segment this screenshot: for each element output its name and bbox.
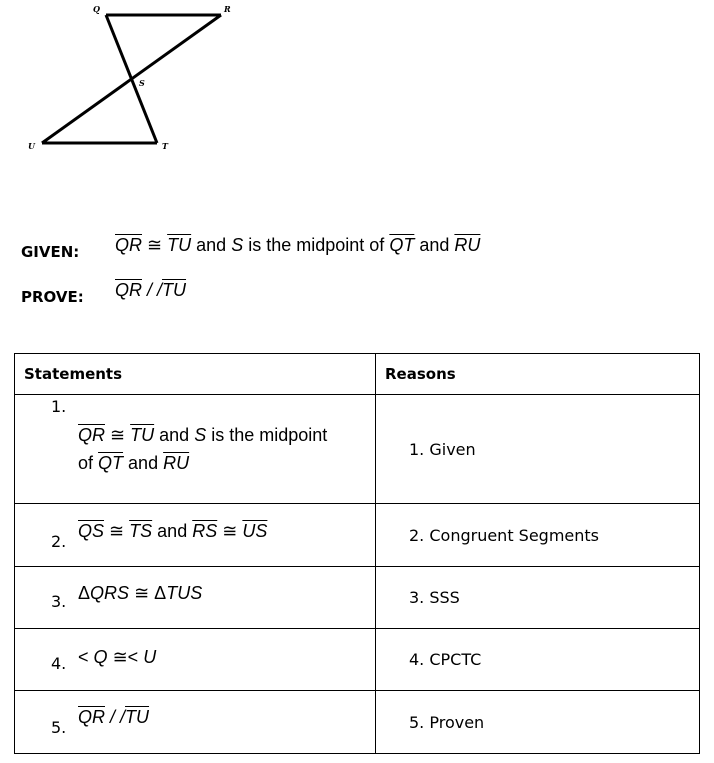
s2-seg-rs: $\overline{RS}$ bbox=[192, 521, 218, 541]
reason-1: 1. Given bbox=[376, 395, 700, 504]
table-row bbox=[15, 567, 700, 629]
s2-congruent-2: ≅ bbox=[222, 521, 238, 541]
statement-5-number: 5. bbox=[51, 718, 67, 737]
s1-and-2: and bbox=[128, 453, 159, 473]
s1-point-s: S bbox=[194, 425, 207, 445]
statement-1 bbox=[15, 395, 376, 504]
given-seg-qt: $\overline{QT}$ bbox=[389, 235, 415, 255]
statement-3-number: 3. bbox=[51, 592, 67, 611]
segment-ru bbox=[42, 15, 221, 143]
statement-2 bbox=[15, 504, 376, 567]
s3-triangle-symbol-2: Δ bbox=[154, 583, 167, 603]
table-row bbox=[15, 691, 700, 754]
s1-congruent: ≅ bbox=[110, 425, 126, 445]
statement-3-expression bbox=[78, 583, 202, 604]
s5-seg-qr: $\overline{QR}$ bbox=[78, 707, 105, 727]
proof-table bbox=[14, 353, 700, 754]
s2-seg-qs: $\overline{QS}$ bbox=[78, 521, 105, 541]
vertex-label-r: R bbox=[224, 4, 231, 14]
statement-2-number: 2. bbox=[51, 532, 67, 551]
given-congruent: ≅ bbox=[147, 235, 163, 255]
statement-5 bbox=[15, 691, 376, 754]
s1-seg-tu: $\overline{TU}$ bbox=[130, 425, 155, 445]
header-reasons: Reasons bbox=[376, 354, 700, 395]
reason-2: 2. Congruent Segments bbox=[376, 504, 700, 567]
prove-statement bbox=[115, 280, 186, 301]
s3-triangle-symbol-1: Δ bbox=[78, 583, 91, 603]
statement-1-line-1 bbox=[78, 425, 327, 446]
s4-angle-q: Q bbox=[93, 647, 108, 667]
prove-label: PROVE: bbox=[21, 288, 84, 306]
statement-2-expression bbox=[78, 521, 267, 542]
s4-angle-symbol-2: < bbox=[127, 647, 139, 667]
s2-congruent-1: ≅ bbox=[109, 521, 125, 541]
header-statements: Statements bbox=[15, 354, 376, 395]
table-header-row bbox=[15, 354, 700, 395]
table-row bbox=[15, 504, 700, 567]
s3-congruent: ≅ bbox=[134, 583, 150, 603]
vertex-label-s: S bbox=[139, 78, 145, 88]
s2-and: and bbox=[157, 521, 188, 541]
prove-parallel: / / bbox=[147, 280, 163, 300]
s3-triangle-tus: TUS bbox=[166, 583, 203, 603]
s5-seg-tu: $\overline{TU}$ bbox=[125, 707, 150, 727]
s2-seg-us: $\overline{US}$ bbox=[242, 521, 268, 541]
s2-seg-ts: $\overline{TS}$ bbox=[129, 521, 153, 541]
table-row bbox=[15, 395, 700, 504]
given-label: GIVEN: bbox=[21, 243, 80, 261]
statement-5-expression bbox=[78, 707, 149, 728]
s1-and-1: and bbox=[159, 425, 190, 445]
prove-seg-tu: $\overline{TU}$ bbox=[162, 280, 187, 300]
table-row bbox=[15, 629, 700, 691]
given-point-s: S bbox=[231, 235, 244, 255]
vertex-label-u: U bbox=[28, 141, 35, 151]
s4-congruent: ≅ bbox=[112, 647, 128, 667]
s5-parallel: / / bbox=[110, 707, 126, 727]
statement-4 bbox=[15, 629, 376, 691]
given-midpoint-text: is the midpoint of bbox=[248, 235, 385, 255]
prove-row bbox=[21, 280, 187, 309]
vertex-label-q: Q bbox=[93, 4, 100, 14]
given-seg-tu: $\overline{TU}$ bbox=[167, 235, 192, 255]
statement-4-number: 4. bbox=[51, 654, 67, 673]
given-seg-ru: $\overline{RU}$ bbox=[454, 235, 481, 255]
prove-seg-qr: $\overline{QR}$ bbox=[115, 280, 142, 300]
statement-3 bbox=[15, 567, 376, 629]
given-and-2: and bbox=[419, 235, 450, 255]
statement-1-number: 1. bbox=[51, 397, 67, 416]
s1-seg-qt: $\overline{QT}$ bbox=[98, 453, 124, 473]
reason-3: 3. SSS bbox=[376, 567, 700, 629]
given-seg-qr: $\overline{QR}$ bbox=[115, 235, 142, 255]
statement-4-expression bbox=[78, 647, 156, 668]
reason-5: 5. Proven bbox=[376, 691, 700, 754]
given-row bbox=[21, 235, 481, 264]
s1-seg-qr: $\overline{QR}$ bbox=[78, 425, 105, 445]
given-and-1: and bbox=[196, 235, 227, 255]
s3-triangle-qrs: QRS bbox=[90, 583, 130, 603]
s1-seg-ru: $\overline{RU}$ bbox=[163, 453, 190, 473]
statement-1-line-2 bbox=[78, 453, 189, 474]
bowtie-figure bbox=[0, 0, 260, 170]
given-statement bbox=[115, 235, 480, 256]
s1-of: of bbox=[78, 453, 94, 473]
vertex-label-t: T bbox=[162, 141, 168, 151]
reason-4: 4. CPCTC bbox=[376, 629, 700, 691]
s4-angle-symbol-1: < bbox=[78, 647, 89, 667]
s4-angle-u: U bbox=[143, 647, 157, 667]
s1-midpoint-text: is the midpoint bbox=[211, 425, 328, 445]
